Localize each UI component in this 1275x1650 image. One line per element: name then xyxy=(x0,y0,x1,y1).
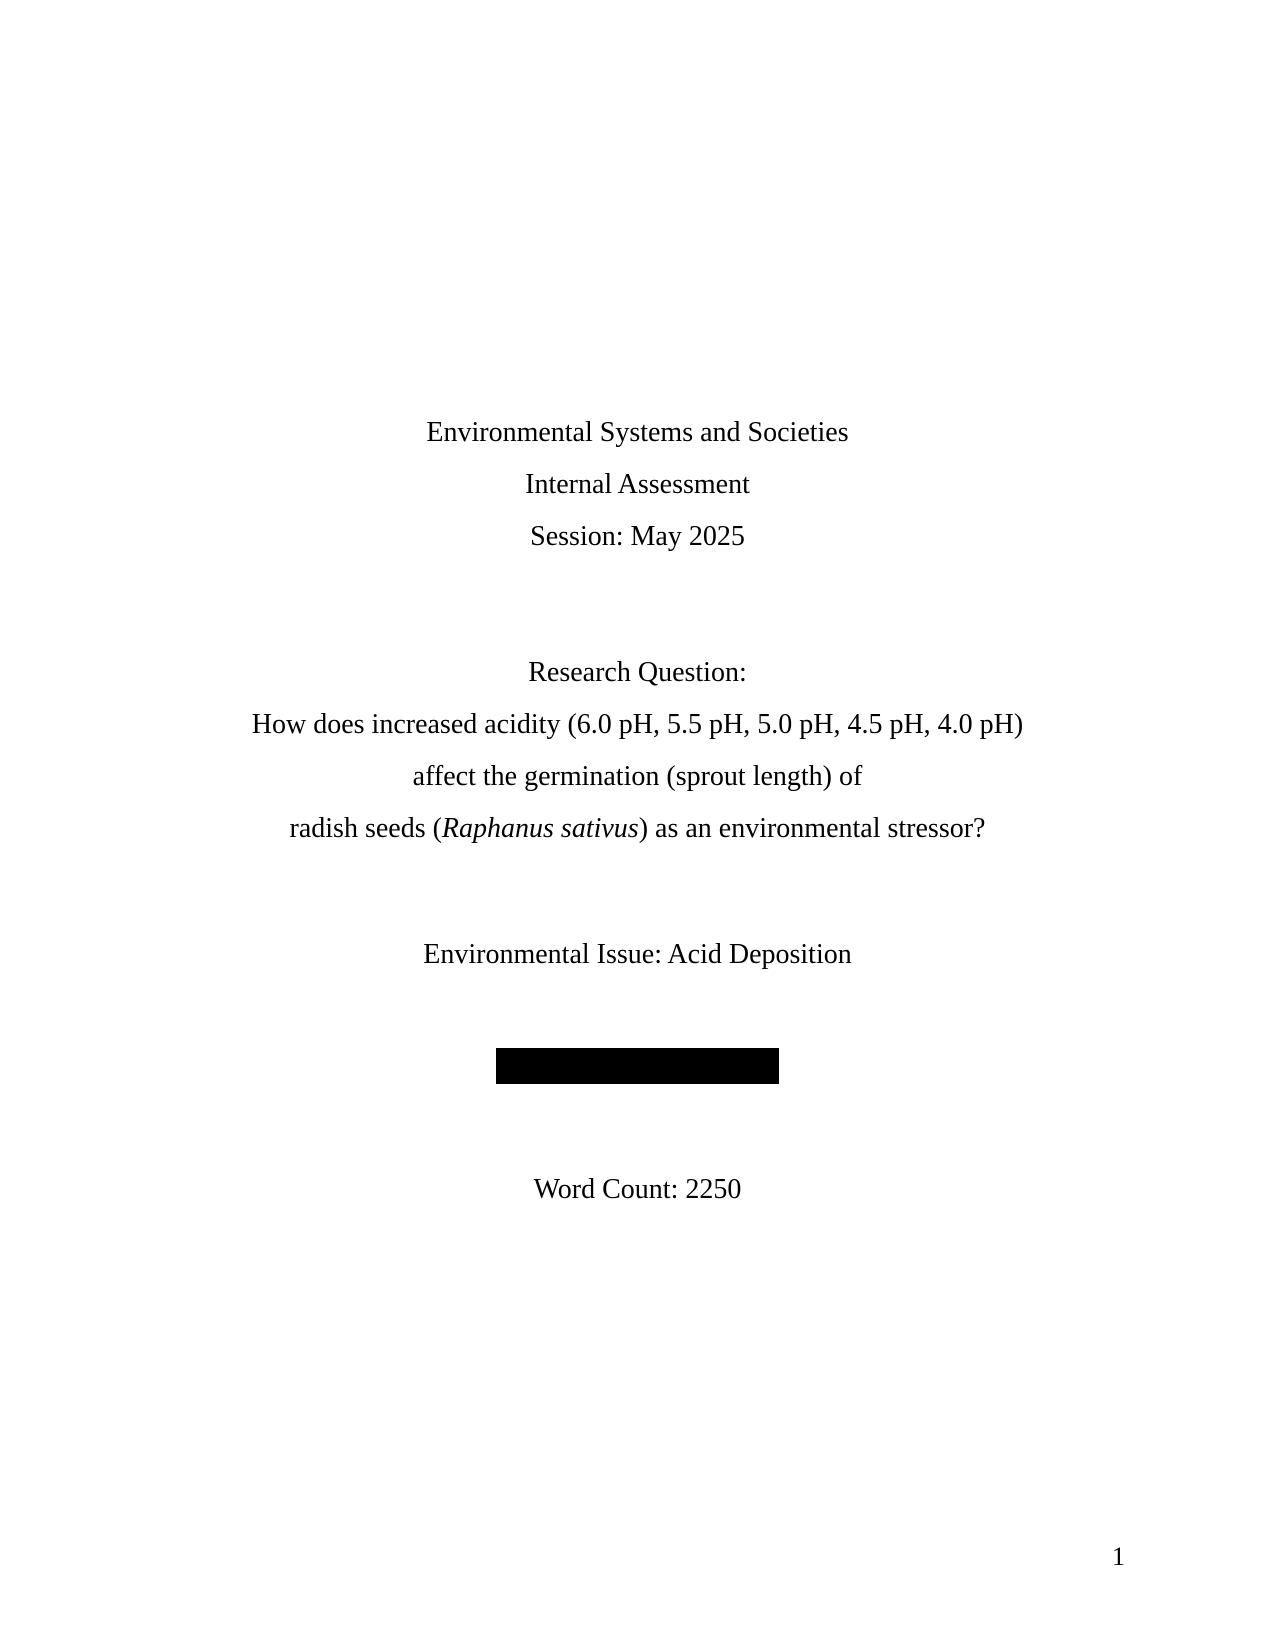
title-page-content xyxy=(0,407,1275,1216)
research-question-line-3 xyxy=(0,803,1275,855)
environmental-issue-line: Environmental Issue: Acid Deposition xyxy=(423,939,852,970)
header-block xyxy=(0,407,1275,563)
course-title: Environmental Systems and Societies xyxy=(426,417,849,448)
research-question-heading: Research Question: xyxy=(528,657,747,688)
research-question-line-2: affect the germination (sprout length) of xyxy=(412,761,863,792)
page-number: 1 xyxy=(1112,1542,1125,1571)
research-question-line-1: How does increased acidity (6.0 pH, 5.5 pH, 5.0 pH, 4.5 pH, 4.0 pH) xyxy=(251,709,1024,740)
word-count-line: Word Count: 2250 xyxy=(533,1174,742,1205)
assessment-type: Internal Assessment xyxy=(525,469,750,500)
research-question-line-3-suffix: ) as an environmental stressor? xyxy=(638,813,986,844)
research-question-line-3-prefix: radish seeds ( xyxy=(289,813,442,844)
redacted-author-name-bar xyxy=(496,1048,779,1084)
species-name: Raphanus sativus xyxy=(441,813,639,844)
session-line: Session: May 2025 xyxy=(530,521,745,552)
research-question-block xyxy=(0,647,1275,855)
